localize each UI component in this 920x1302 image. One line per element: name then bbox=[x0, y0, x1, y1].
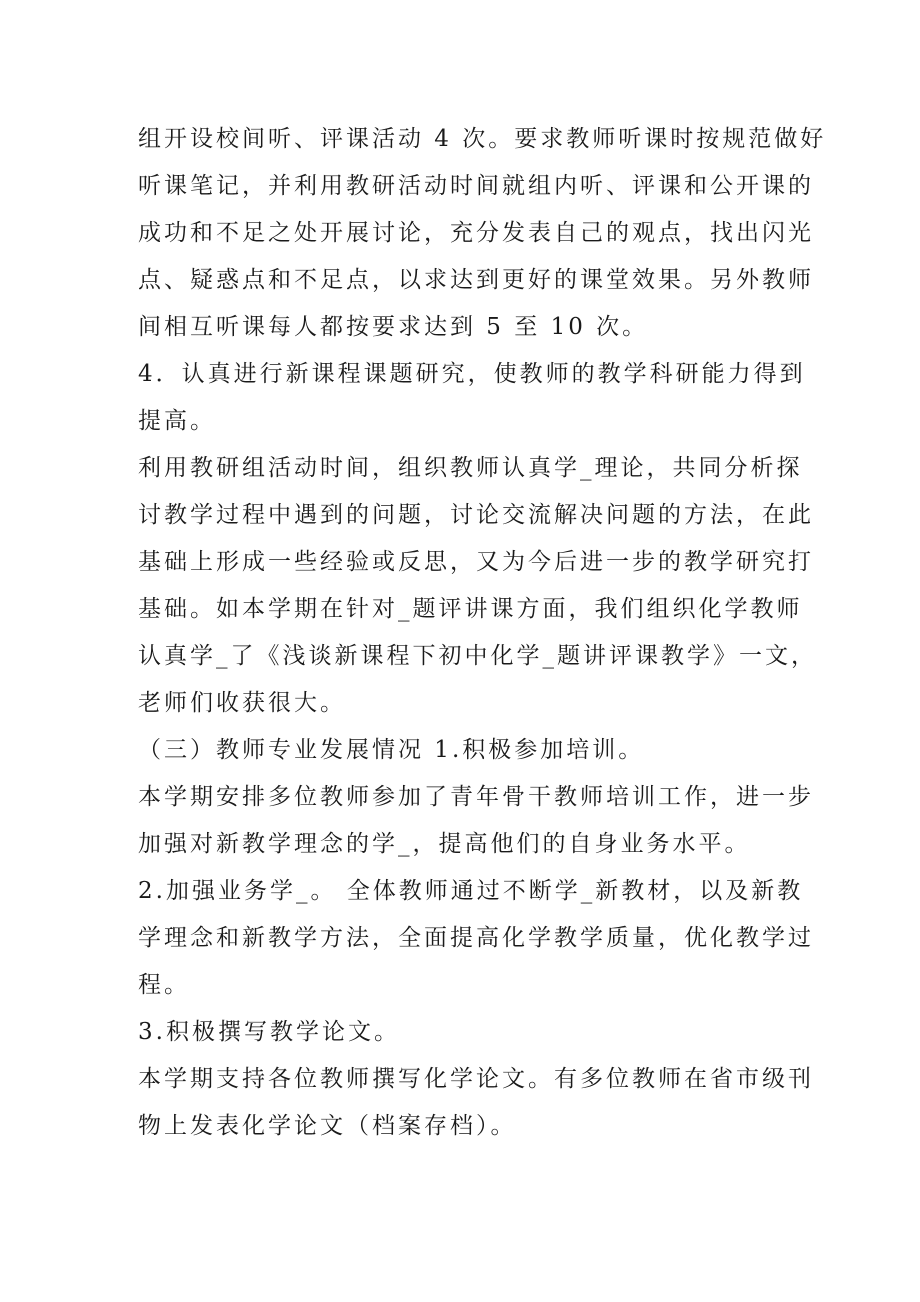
section-heading: （三）教师专业发展情况 1.积极参加培训。 bbox=[138, 737, 645, 763]
text-line: 听课笔记，并利用教研活动时间就组内听、评课和公开课的 bbox=[138, 173, 814, 199]
text-line: 认真学_了《浅谈新课程下初中化学_题讲评课教学》一文， bbox=[138, 643, 817, 669]
text-line: 组开设校间听、评课活动 4 次。要求教师听课时按规范做好 bbox=[138, 126, 827, 152]
text-line: 间相互听课每人都按要求达到 5 至 10 次。 bbox=[138, 314, 649, 340]
text-line: 本学期支持各位教师撰写化学论文。有多位教师在省市级刊 bbox=[138, 1066, 814, 1092]
text-line: 本学期安排多位教师参加了青年骨干教师培训工作，进一步 bbox=[138, 784, 814, 810]
text-line: 讨教学过程中遇到的问题，讨论交流解决问题的方法，在此 bbox=[138, 502, 814, 528]
text-line: 加强对新教学理念的学_，提高他们的自身业务水平。 bbox=[138, 831, 751, 857]
section-heading: 4．认真进行新课程课题研究，使教师的教学科研能力得到 bbox=[138, 361, 806, 387]
document-body bbox=[138, 116, 827, 1150]
text-line: 基础上形成一些经验或反思，又为今后进一步的教学研究打 bbox=[138, 549, 814, 575]
text-line: 点、疑惑点和不足点，以求达到更好的课堂效果。另外教师 bbox=[138, 267, 814, 293]
text-line: 物上发表化学论文（档案存档）。 bbox=[138, 1113, 517, 1139]
text-line: 成功和不足之处开展讨论，充分发表自己的观点，找出闪光 bbox=[138, 220, 814, 246]
text-line: 利用教研组活动时间，组织教师认真学_理论，共同分析探 bbox=[138, 455, 803, 481]
section-heading: 3.积极撰写教学论文。 bbox=[138, 1019, 400, 1045]
section-heading: 2.加强业务学_。 全体教师通过不断学_新教材，以及新教 bbox=[138, 878, 804, 904]
section-heading: 提高。 bbox=[138, 408, 216, 434]
text-line: 基础。如本学期在针对_题评讲课方面，我们组织化学教师 bbox=[138, 596, 803, 622]
text-line: 程。 bbox=[138, 972, 190, 998]
text-line: 老师们收获很大。 bbox=[138, 690, 346, 716]
text-line: 学理念和新教学方法，全面提高化学教学质量，优化教学过 bbox=[138, 925, 814, 951]
